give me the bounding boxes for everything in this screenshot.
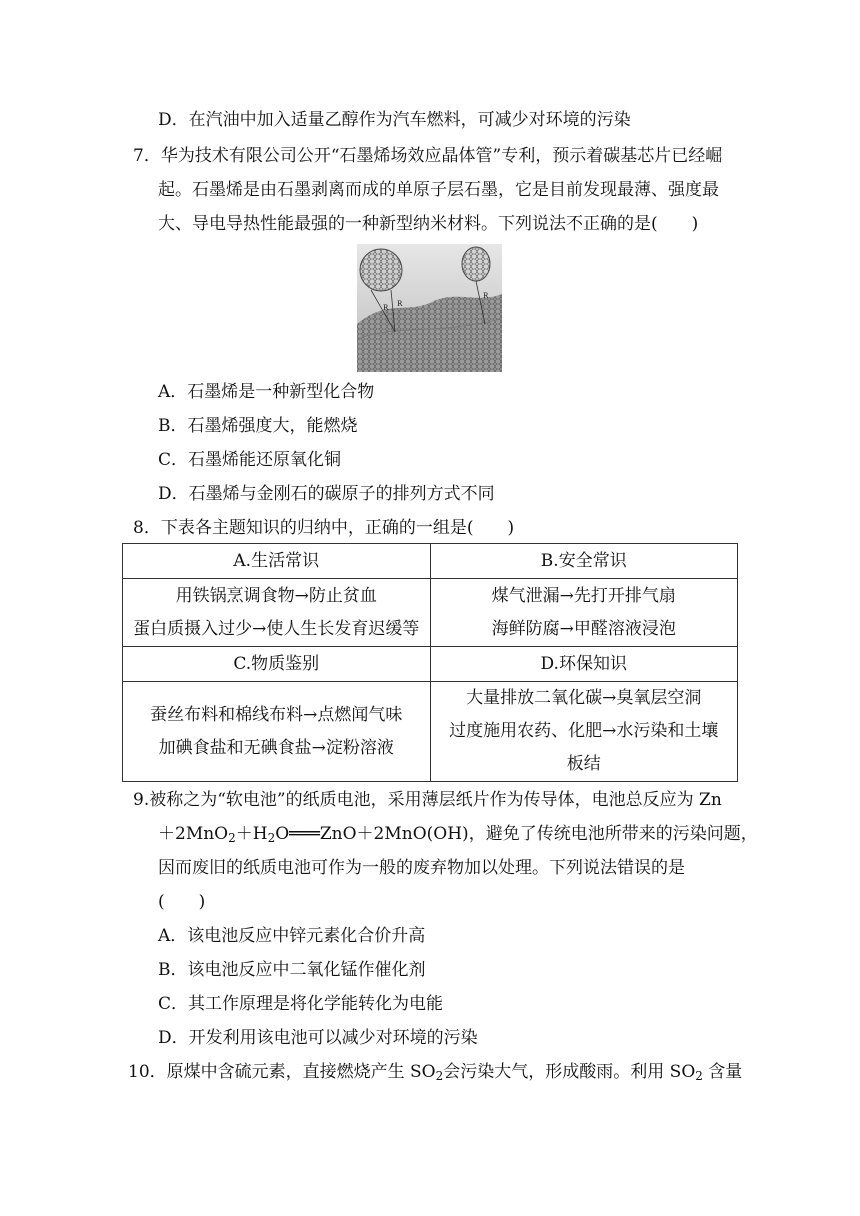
cell-b-head: B.安全常识 bbox=[430, 544, 738, 579]
q8-stem: 8．下表各主题知识的归纳中，正确的一组是( ) bbox=[133, 518, 515, 538]
q9-option-c: C．其工作原理是将化学能转化为电能 bbox=[158, 994, 444, 1014]
q10-sub-1: 2 bbox=[435, 1069, 444, 1083]
cell-c-body bbox=[123, 682, 431, 782]
q10-stem-line-1 bbox=[128, 1060, 742, 1084]
buckyball-icon bbox=[360, 249, 402, 291]
cell-d-line-2: 过度施用农药、化肥→水污染和土壤 bbox=[449, 721, 719, 741]
cell-b-body bbox=[430, 579, 738, 647]
q7-stem-line-3: 大、导电导热性能最强的一种新型纳米材料。下列说法不正确的是( ) bbox=[158, 214, 699, 234]
q7-option-c: C．石墨烯能还原氧化铜 bbox=[158, 450, 342, 470]
q10-sub-2: 2 bbox=[695, 1069, 703, 1083]
nanotube-icon bbox=[462, 247, 490, 281]
cell-b-line-1: 煤气泄漏→先打开排气扇 bbox=[491, 585, 676, 606]
eq-part-2: ＋H bbox=[235, 824, 268, 844]
q10-part-1: 10．原煤中含硫元素，直接燃烧产生 SO bbox=[128, 1062, 436, 1082]
figure-label-r3: R bbox=[483, 292, 489, 300]
q6-option-d: D．在汽油中加入适量乙醇作为汽车燃料，可减少对环境的污染 bbox=[158, 110, 631, 130]
figure-label-r2: R bbox=[397, 300, 403, 308]
q7-stem-line-2: 起。石墨烯是由石墨剥离而成的单原子层石墨，它是目前发现最薄、强度最 bbox=[158, 180, 719, 200]
q9-stem-line-4: ( ) bbox=[158, 892, 206, 912]
q10-part-2: 会污染大气，形成酸雨。利用 SO bbox=[443, 1062, 696, 1082]
q9-option-d: D．开发利用该电池可以减少对环境的污染 bbox=[158, 1028, 478, 1048]
cell-a-line-2: 蛋白质摄入过少→使人生长发育迟缓等 bbox=[133, 618, 420, 639]
cell-c-head: C.物质鉴别 bbox=[123, 647, 431, 682]
q8-knowledge-table bbox=[122, 543, 738, 782]
q10-part-3: 含量 bbox=[702, 1062, 743, 1082]
eq-sub-2: 2 bbox=[267, 831, 276, 845]
cell-d-body bbox=[430, 682, 738, 782]
q9-equation-line bbox=[158, 822, 758, 846]
q7-option-d: D．石墨烯与金刚石的碳原子的排列方式不同 bbox=[158, 484, 495, 504]
graphene-illustration bbox=[357, 244, 502, 372]
cell-d-head: D.环保知识 bbox=[430, 647, 738, 682]
cell-d-line-3: 板结 bbox=[566, 754, 601, 774]
q7-option-a: A．石墨烯是一种新型化合物 bbox=[158, 382, 375, 402]
cell-b-line-2: 海鲜防腐→甲醛溶液浸泡 bbox=[491, 618, 676, 639]
cell-a-line-1: 用铁锅烹调食物→防止贫血 bbox=[175, 585, 377, 606]
figure-label-r1: R bbox=[383, 304, 389, 312]
q9-option-b: B．该电池反应中二氧化锰作催化剂 bbox=[158, 960, 426, 980]
q7-option-b: B．石墨烯强度大，能燃烧 bbox=[158, 416, 358, 436]
cell-c-line-2: 加碘食盐和无碘食盐→淀粉溶液 bbox=[158, 737, 394, 758]
cell-a-head: A.生活常识 bbox=[123, 544, 431, 579]
eq-sub-1: 2 bbox=[228, 831, 236, 845]
eq-part-1: ＋2MnO bbox=[158, 824, 229, 844]
q9-stem-line-3: 因而废旧的纸质电池可作为一般的废弃物加以处理。下列说法错误的是 bbox=[158, 858, 685, 878]
q9-stem-line-1: 9.被称之为“软电池”的纸质电池，采用薄层纸片作为传导体，电池总反应为 Zn bbox=[133, 790, 722, 810]
eq-part-3: O═══ZnO＋2MnO(OH)，避免了传统电池所带来的污染问题， bbox=[275, 824, 758, 844]
q9-option-a: A．该电池反应中锌元素化合价升高 bbox=[158, 926, 426, 946]
cell-d-line-1: 大量排放二氧化碳→臭氧层空洞 bbox=[466, 688, 702, 708]
cell-c-line-1: 蚕丝布料和棉线布料→点燃闻气味 bbox=[150, 704, 403, 725]
graphene-figure bbox=[357, 244, 502, 372]
q7-stem-line-1: 7．华为技术有限公司公开“石墨烯场效应晶体管”专利，预示着碳基芯片已经崛 bbox=[133, 146, 723, 166]
cell-a-body bbox=[123, 579, 431, 647]
